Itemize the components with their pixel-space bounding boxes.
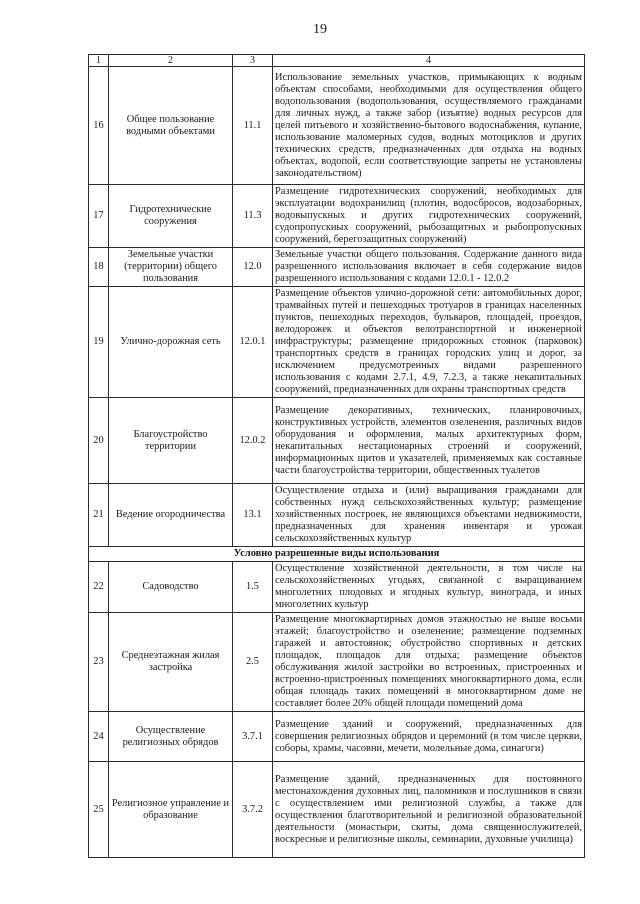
header-cell: 1 bbox=[89, 55, 109, 67]
use-description: Размещение многоквартирных домов этажностью не выше восьми этажей; благоустройство и озеленение; размещение подземных гаражей и автостоянок; обустройство спортивных и детских площадок, площадок для отдыха; размещение объектов обслуживания жилой застройки во встроенных, пристроенных и встроенно-пристроенных помещениях многоквартирного дома, если общая площадь таких помещений в многоквартирном доме не составляет более 20% общей площади помещений дома bbox=[273, 613, 585, 712]
table-row bbox=[89, 248, 585, 287]
row-number: 24 bbox=[89, 712, 109, 762]
use-code: 11.3 bbox=[233, 185, 273, 248]
table-row bbox=[89, 484, 585, 547]
table-row bbox=[89, 613, 585, 712]
use-name: Улично-дорожная сеть bbox=[109, 287, 233, 398]
use-name: Ведение огородничества bbox=[109, 484, 233, 547]
table-row bbox=[89, 185, 585, 248]
header-cell: 3 bbox=[233, 55, 273, 67]
table-row bbox=[89, 762, 585, 858]
table-row bbox=[89, 562, 585, 613]
use-name: Осуществление религиозных обрядов bbox=[109, 712, 233, 762]
section-row bbox=[89, 547, 585, 562]
row-number: 21 bbox=[89, 484, 109, 547]
use-description: Размещение зданий, предназначенных для постоянного местонахождения духовных лиц, паломников и послушников в связи с осуществлением ими религиозной службы, а также для осуществления благотворительной и религиозной образовательной деятельности (монастыри, скиты, дома священнослужителей, воскресные и религиозные школы, семинарии, духовные училища) bbox=[273, 762, 585, 858]
use-code: 12.0.1 bbox=[233, 287, 273, 398]
use-description: Размещение объектов улично-дорожной сети: автомобильных дорог, трамвайных путей и пешеходных тротуаров в границах населенных пунктов, пешеходных переходов, бульваров, площадей, проездов, велодорожек и объектов велотранспортной и инженерной инфраструктуры; размещение придорожных стоянок (парковок) транспортных средств в границах городских улиц и дорог, за исключением предусмотренных видами разрешенного использования с кодами 2.7.1, 4.9, 7.2.3, а также некапитальных сооружений, предназначенных для охраны транспортных средств bbox=[273, 287, 585, 398]
use-description: Осуществление хозяйственной деятельности, в том числе на сельскохозяйственных угодьях, связанной с выращиванием многолетних плодовых и ягодных культур, винограда, и иных многолетних культур bbox=[273, 562, 585, 613]
use-code: 1.5 bbox=[233, 562, 273, 613]
use-code: 12.0 bbox=[233, 248, 273, 287]
row-number: 18 bbox=[89, 248, 109, 287]
row-number: 23 bbox=[89, 613, 109, 712]
row-number: 19 bbox=[89, 287, 109, 398]
table-row bbox=[89, 67, 585, 185]
page-number: 19 bbox=[313, 22, 327, 37]
use-name: Среднеэтажная жилая застройка bbox=[109, 613, 233, 712]
row-number: 22 bbox=[89, 562, 109, 613]
table-row bbox=[89, 287, 585, 398]
use-code: 11.1 bbox=[233, 67, 273, 185]
use-code: 13.1 bbox=[233, 484, 273, 547]
use-description: Использование земельных участков, примыкающих к водным объектам способами, необходимыми для осуществления общего водопользования (водопользования, осуществляемого гражданами для личных нужд, а также забор (изъятие) водных ресурсов для целей питьевого и хозяйственно-бытового водоснабжения, купание, использование маломерных судов, водных мотоциклов и других технических средств, предназначенных для отдыха на водных объектах, водопой, если соответствующие запреты не установлены законодательством) bbox=[273, 67, 585, 185]
table-row bbox=[89, 398, 585, 484]
row-number: 25 bbox=[89, 762, 109, 858]
use-description: Осуществление отдыха и (или) выращивания гражданами для собственных нужд сельскохозяйственных культур; размещение хозяйственных построек, не являющихся объектами недвижимости, предназначенных для хранения инвентаря и урожая сельскохозяйственных культур bbox=[273, 484, 585, 547]
header-row bbox=[89, 55, 585, 67]
use-code: 2.5 bbox=[233, 613, 273, 712]
section-title: Условно разрешенные виды использования bbox=[89, 547, 585, 562]
use-code: 12.0.2 bbox=[233, 398, 273, 484]
use-name: Садоводство bbox=[109, 562, 233, 613]
use-description: Размещение декоративных, технических, планировочных, конструктивных устройств, элементов озеленения, различных видов оборудования и оформления, малых архитектурных форм, некапитальных нестационарных строений и сооружений, информационных щитов и указателей, применяемых как составные части благоустройства территории, общественных туалетов bbox=[273, 398, 585, 484]
use-name: Гидротехнические сооружения bbox=[109, 185, 233, 248]
use-description: Размещение гидротехнических сооружений, необходимых для эксплуатации водохранилищ (плотин, водосбросов, водозаборных, водовыпускных и других гидротехнических сооружений, судопропускных сооружений, рыбозащитных и рыбопропускных сооружений, берегозащитных сооружений) bbox=[273, 185, 585, 248]
header-cell: 2 bbox=[109, 55, 233, 67]
land-use-table bbox=[88, 54, 585, 858]
use-name: Благоустройство территории bbox=[109, 398, 233, 484]
use-code: 3.7.2 bbox=[233, 762, 273, 858]
row-number: 20 bbox=[89, 398, 109, 484]
use-name: Религиозное управление и образование bbox=[109, 762, 233, 858]
row-number: 16 bbox=[89, 67, 109, 185]
use-description: Земельные участки общего пользования. Содержание данного вида разрешенного использования включает в себя содержание видов разрешенного использования с кодами 12.0.1 - 12.0.2 bbox=[273, 248, 585, 287]
use-code: 3.7.1 bbox=[233, 712, 273, 762]
row-number: 17 bbox=[89, 185, 109, 248]
table-row bbox=[89, 712, 585, 762]
use-description: Размещение зданий и сооружений, предназначенных для совершения религиозных обрядов и церемоний (в том числе церкви, соборы, храмы, часовни, мечети, молельные дома, синагоги) bbox=[273, 712, 585, 762]
use-name: Общее пользование водными объектами bbox=[109, 67, 233, 185]
use-name: Земельные участки (территории) общего пользования bbox=[109, 248, 233, 287]
header-cell: 4 bbox=[273, 55, 585, 67]
